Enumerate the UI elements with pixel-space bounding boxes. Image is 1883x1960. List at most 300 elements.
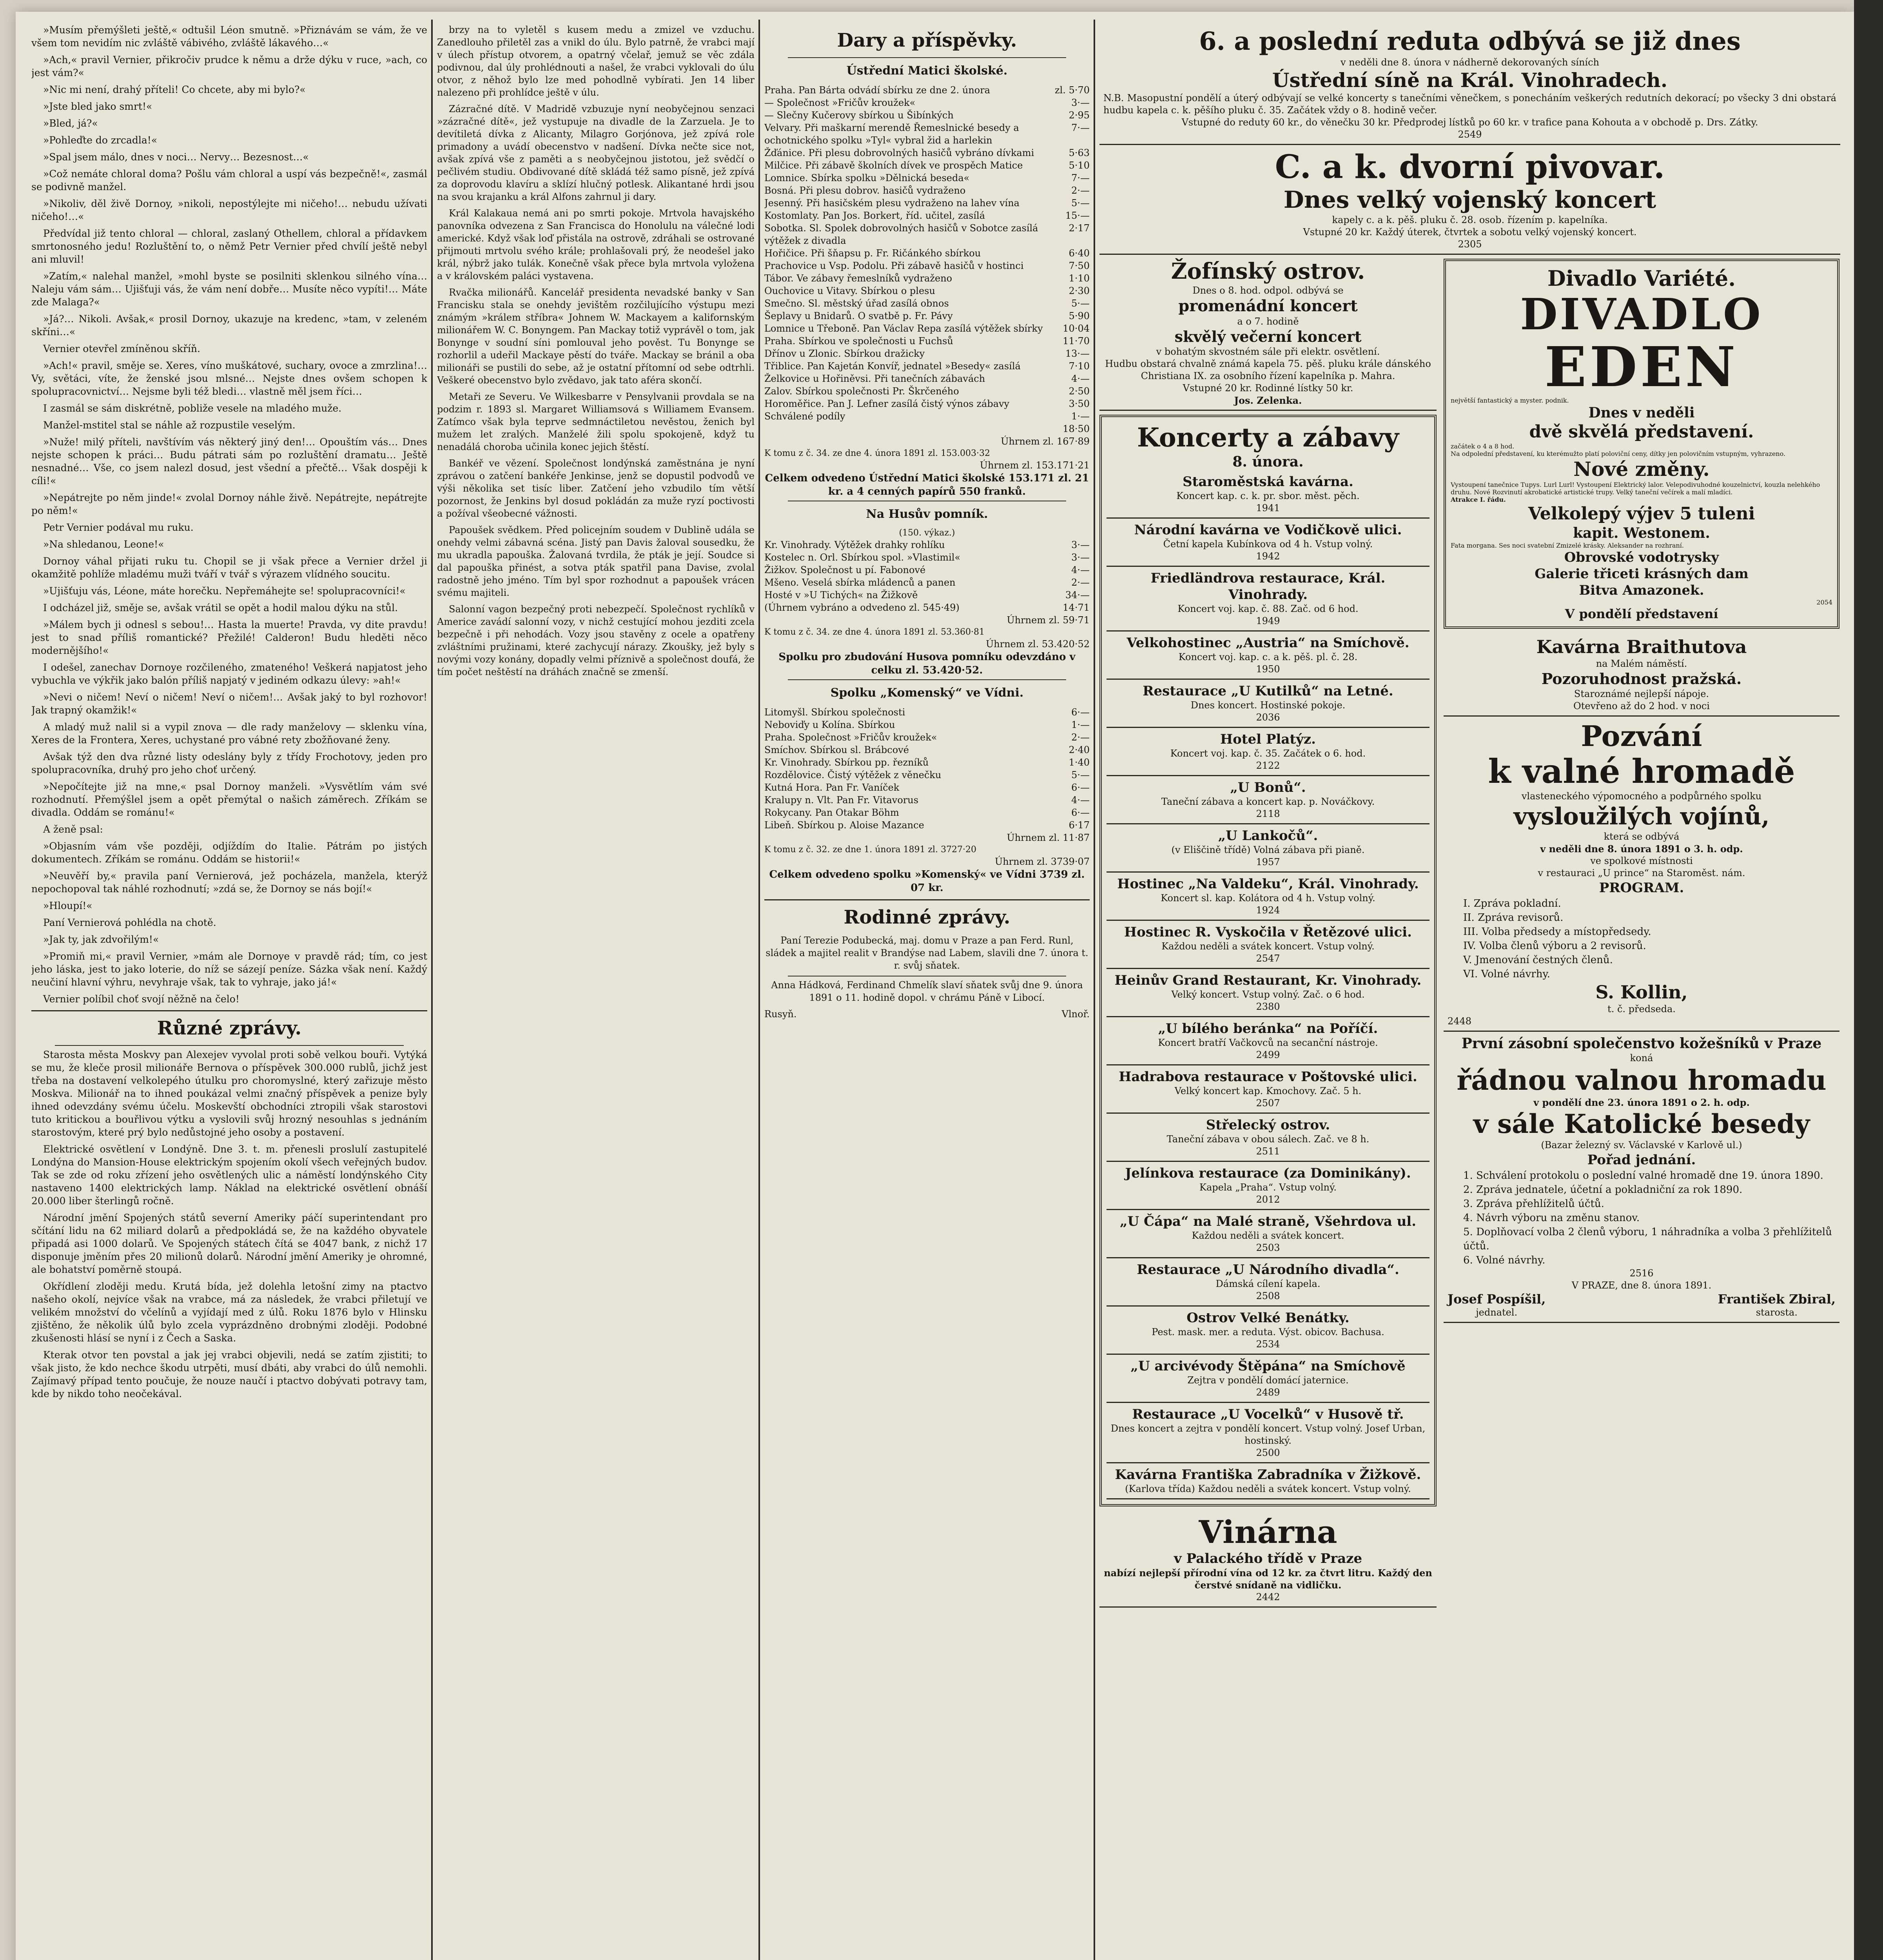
paragraph: »Nic mi není, drahý příteli! Co chcete, aby mi bylo?«: [43, 84, 306, 95]
donations-subheading: Spolku „Komenský“ ve Vídni.: [830, 686, 1024, 700]
donation-text: Lomnice. Sbírka spolku »Dělnická beseda«: [764, 172, 970, 183]
family-notice: Anna Hádková, Ferdinand Chmelík slaví sňatek svůj dne 9. února 1891 o 11. hodině dopol. v chrámu Páně v Libocí.: [771, 980, 1083, 1003]
concert-venue: Hostinec „Na Valdeku“, Král. Vinohrady.: [1117, 876, 1419, 892]
eden-logo: EDEN: [1544, 335, 1739, 399]
donation-amount: 1·40: [1068, 757, 1090, 768]
paragraph: Bankéř ve vězení. Společnost londýnská zaměstnána je nyní zprávou o zatčení bankéře Jenkinse, jenž se dopustil podvodů ve výši několika set tisíc liber. Zatčení jeho vzbudilo tím větší pozornost, že Jenkins byl dosud pokládán za muže ryzí poctivosti a požíval všeobecné vážnosti.: [437, 458, 755, 519]
list-item: 1. Schválení protokolu o poslední valné hromadě dne 19. února 1890.: [1463, 1170, 1823, 1181]
paragraph: Národní jmění Spojených států severní Ameriky páčí superintendant pro sčítání lidu na 62 miliard dolarů a předpokládá se, že na každého obyvatele připadá asi 1000 dolarů. Ve Spojených státech čítá se 4047 bank, z nichž 17 disponuje jměním přes 20 milionů dolarů. Národní jmění Ameriky je ohromné, ale bohatství poměrně stoupá.: [31, 1212, 427, 1275]
concert-venue: Hotel Platýz.: [1220, 731, 1316, 747]
donation-text: Milčice. Při zábavě školních dívek ve prospěch Matice: [764, 160, 1023, 171]
column-advertisements: [1099, 24, 1840, 1608]
donation-text: Sobotka. Sl. Spolek dobrovolných hasičů v Sobotce zasílá výtěžek z divadla: [764, 223, 1038, 246]
agenda-list: [1448, 1169, 1836, 1267]
donation-amount: 5·—: [1071, 769, 1090, 780]
donation-amount: 4·—: [1071, 795, 1090, 806]
paragraph: »Bled, já?«: [43, 118, 98, 129]
donations-subheading: Ústřední Matici školské.: [846, 64, 1008, 78]
donation-row: [764, 794, 1090, 806]
donation-row: [764, 147, 1090, 159]
donation-amount: zl. 5·70: [1054, 85, 1090, 96]
donation-sum: Úhrnem zl. 11·87: [1007, 832, 1090, 843]
concert-ad-number: 1942: [1256, 551, 1280, 562]
concert-listing: [1107, 1307, 1429, 1355]
serial-story: [31, 24, 427, 1005]
donation-amount: 6·—: [1071, 782, 1090, 793]
donation-previous: K tomu z č. 34. ze dne 4. února 1891 zl. 53.360·81: [764, 627, 985, 637]
donation-previous: K tomu z č. 34. ze dne 4. února 1891 zl. 153.003·32: [764, 448, 990, 458]
concert-listing: [1107, 470, 1429, 519]
donation-row: [764, 247, 1090, 260]
paragraph: Starosta města Moskvy pan Alexejev vyvolal proti sobě velkou bouři. Vytýká se mu, že kleče prosil milionáře Bernova o příspěvek 300.000 rublů, jichž jest třeba na dostavení velkolepého útulku pro choromyslné, který zařizuje město Moskva. Milionář na to ihned poukázal velmi značný příspěvek a penize byly ihned odevzdány svému účelu. Moskevští obchodníci ztropili však starostovi tuto kritickou a bouřlivou výtku a vyslovili svůj hrozný nesouhlas s jednáním starostovým, které prý bylo nedůstojné jeho osoby a postavení.: [31, 1049, 427, 1138]
donation-row: [764, 756, 1090, 769]
list-item: 5. Doplňovací volba 2 členů výboru, 1 náhradníka a volba 3 přehlížitelů účtů.: [1463, 1226, 1832, 1252]
concert-listing: [1107, 728, 1429, 776]
donation-amount: 5·63: [1068, 147, 1090, 158]
concert-listing: [1107, 1162, 1429, 1210]
concert-details: Koncert sl. kap. Kolátora od 4 h. Vstup volný.: [1161, 893, 1375, 904]
concert-ad-number: 1949: [1256, 615, 1280, 626]
donation-total: Úhrnem zl. 153.171·21: [980, 460, 1090, 471]
donation-row: [764, 601, 1090, 614]
donation-amount: 2·40: [1068, 744, 1090, 755]
donation-row: [764, 539, 1090, 551]
donation-text: Schválené podíly: [764, 411, 845, 422]
donation-note: Celkem odvedeno spolku »Komenský« ve Vídni 3739 zl. 07 kr.: [769, 869, 1085, 894]
donation-row: [764, 172, 1090, 184]
donation-amount: 34·—: [1065, 590, 1090, 601]
concert-details: Koncert voj. kap. c. a k. pěš. pl. č. 28.: [1178, 652, 1358, 662]
donation-row: [764, 96, 1090, 109]
paragraph: I zasmál se sám diskrétně, pobliže vesele na mladého muže.: [43, 403, 342, 414]
donation-text: Hosté v »U Tichých« na Žižkově: [764, 590, 918, 601]
column-news: [437, 24, 755, 682]
concert-listing: [1107, 680, 1429, 728]
paragraph: Elektrické osvětlení v Londýně. Dne 3. t. m. přenesli proslulí zastupitelé Londýna do Mansion-House elektrickým spojením okolí všech veřejných budov. Tak se zde od roku zřízení jeho osvětlených ulic a náměstí londýnského City nastaveno 1400 elektrických lamp. Náklad na elektrické osvětlení obnáší 20.000 liber šterlingů ročně.: [31, 1143, 427, 1207]
paragraph: Papoušek svědkem. Před policejním soudem v Dublině udála se onehdy velmi zábavná scéna. Jistý pan Davis žaloval sousedku, že mu ukradla papouška. Žalovaná tvrdila, že pták je její. Soudce si dal papouška přinést, a sotva pták spatřil pana Davise, zvolal radostně jeho jméno. Tím byl spor rozhodnut a papoušek vrácen svému majiteli.: [437, 524, 755, 598]
concert-details: Dámská cílení kapela.: [1215, 1278, 1321, 1289]
column-rule: [1094, 20, 1095, 1960]
concert-details: Každou neděli a svátek koncert. Vstup volný.: [1161, 941, 1375, 952]
donation-row: [764, 310, 1090, 322]
donation-row: [764, 285, 1090, 297]
donation-text: Praha. Společnost »Fričův kroužek«: [764, 732, 937, 743]
ad-column-left: [1099, 255, 1437, 1608]
concert-venue: Hadrabova restaurace v Poštovské ulici.: [1119, 1069, 1417, 1085]
concert-listing: [1107, 873, 1429, 921]
signatures: Josef Pospíšil, jednatel. František Zbiral, starosta.: [1448, 1292, 1836, 1318]
donation-row: [764, 197, 1090, 209]
concert-listing: [1107, 519, 1429, 567]
concert-details: Taneční zábava v obou sálech. Zač. ve 8 h.: [1166, 1134, 1370, 1145]
paragraph: »Zatím,« nalehal manžel, »mohl byste se posilniti sklenkou silného vína… Naleju vám sám… Ujišťuji vás, že vám není dobře… Musíte něco vypíti!… Máte zde Malaga?«: [31, 270, 427, 308]
paragraph: »Ach!« pravil, směje se. Xeres, víno muškátové, suchary, ovoce a zmrzlina!… Vy, světáci, víte, že ženské jsou mlsné… Nejste dnes ovšem schopen k spolupracovnictví… Nejsme byli též bledi… vlastně měl jsem říci…: [31, 360, 427, 397]
donations-report-number: (150. výkaz.): [899, 528, 955, 538]
concert-ad-number: 2012: [1256, 1194, 1280, 1205]
concert-ad-number: 1924: [1256, 905, 1280, 916]
paragraph: Metaři ze Severu. Ve Wilkesbarre v Pensylvanii provdala se na podzim r. 1893 sl. Margaret Williamsová s Williamem Evansem. Zatímco však byla teprve sedmnáctiletou nevěstou, ženich byl mužem let zralých. Manželé žili spolu spokojeně, když tu nenadálá choroba učinila konec jejich štěstí.: [437, 391, 755, 452]
donation-text: Kr. Vinohrady. Sbírkou pp. řezníků: [764, 757, 929, 768]
donation-row: [764, 209, 1090, 222]
concert-ad-number: 2118: [1256, 808, 1280, 819]
concert-venue: Střelecký ostrov.: [1206, 1117, 1330, 1133]
donation-row: [764, 706, 1090, 719]
column-donations: [764, 24, 1090, 1020]
paragraph: Kterak otvor ten povstal a jak jej vrabci objevili, nedá se zatím zjistiti; to však jisto, že kdo nechce škodu utrpěti, musí dbáti, aby vrabci do úlů nemohli. Zajímavý případ tento poučuje, že nouze naučí i ptactvo dobývati potravy tam, kde by nikdo toho neočekával.: [31, 1349, 427, 1399]
concert-details: Taneční zábava a koncert kap. p. Nováčkovy.: [1161, 796, 1375, 807]
donation-row: [764, 423, 1090, 435]
concert-ad-number: 1957: [1256, 857, 1280, 867]
ad-eden: Divadlo Variété. DIVADLO EDEN největší fantastický a myster. podnik. Dnes v neděli dvě skvělá představení. začátek o 4 a 8 hod. Na odpolední představení, ku kterémužto platí poloviční ceny, dítky jen polovičním vstupným, vyhrazeno. Nové změny. Vystoupení tanečnice Tupys. Lurl Lurl! Vystoupení Elektrický lalor. Velepodivuhodné kouzelnictví, kouzla nelehkého druhu. Nové Rozvinutí akrobatické artistické trupy. Velký taneční večírek a malí mladíci. Atrakce I. řádu. Velkolepý výjev 5 tuleni kapit. Westonem. Fata morgana. Ses noci svatební Zmizelé krásky. Aleksander na rozhraní. Obrovské vodotrysky Galerie třiceti krásných dam Bitva Amazonek. 2054 V pondělí představení: [1444, 259, 1839, 629]
donation-sum: Úhrnem zl. 167·89: [1001, 436, 1090, 447]
column-rule: [431, 20, 433, 1960]
concert-details: Koncert kap. c. k. pr. sbor. měst. pěch.: [1176, 490, 1360, 501]
donation-row: [764, 297, 1090, 310]
concert-details: Dnes koncert a zejtra v pondělí koncert. Vstup volný. Josef Urban, hostinský.: [1110, 1423, 1426, 1446]
concert-list: [1107, 470, 1429, 1499]
paragraph: Salonní vagon bezpečný proti nebezpečí. Společnost rychlíků v Americe zavádí salonní vozy, v nichž cestující mohou jezditi zcela bezpečně i při nehodách. Vozy jsou stavěny z ocele a opatřeny zvláštními pružinami, které zachycují nárazy. Zkoušky, jež byly s novými vozy konány, dopadly velmi příznivě a společnost doufá, že tím počet neštěstí na dráhách značně se zmenší.: [437, 604, 755, 677]
donation-amount: 4·—: [1071, 564, 1090, 575]
donations-heading: Dary a příspěvky.: [837, 29, 1017, 51]
concert-venue: „U Bonů“.: [1230, 780, 1306, 795]
donation-text: Zalov. Sbírkou společnosti Pr. Škrčeného: [764, 386, 959, 397]
donation-text: Praha. Sbírkou ve společnosti u Fuchsů: [764, 336, 953, 347]
concert-venue: Jelínkova restaurace (za Dominikány).: [1125, 1165, 1411, 1181]
list-item: 4. Návrh výboru na změnu stanov.: [1463, 1212, 1640, 1224]
donation-row: [764, 184, 1090, 197]
scan-edge: [1854, 0, 1883, 1960]
family-notice: Paní Terezie Podubecká, maj. domu v Praze a pan Ferd. Runl, sládek a majitel realit v Brandýse nad Labem, slavili dne 7. února t. r. svůj sňatek.: [766, 935, 1088, 971]
donation-amount: 1·10: [1068, 273, 1090, 284]
donation-text: Velvary. Při maškarní merendě Řemeslnické besedy a ochotnického spolku »Tyl« vybral žid a harlekin: [764, 122, 1019, 146]
donation-text: Hořičice. Při šňapsu p. Fr. Ričánkého sbírkou: [764, 248, 981, 259]
paragraph: »Ach,« pravil Vernier, přikročiv prudce k němu a drže dýku v ruce, »ach, co jest vám?«: [31, 54, 427, 78]
donation-row: [764, 109, 1090, 122]
paragraph: »Jste bled jako smrt!«: [43, 101, 152, 112]
donation-row: [764, 731, 1090, 744]
donation-row: [764, 159, 1090, 172]
concert-listing: [1107, 1463, 1429, 1499]
donation-amount: 7·—: [1071, 122, 1090, 133]
concert-venue: Národní kavárna ve Vodičkově ulici.: [1134, 522, 1402, 538]
paragraph: »Musím přemýšleti ještě,« odtušil Léon smutně. »Přiznávám se vám, že ve všem tom nevidím nic zvláště vábivého, zvláště lákavého…«: [31, 24, 427, 49]
paragraph: »Neuvěří by,« pravila paní Vernierová, jež pocházela, manžela, kterýž nepochopoval tak náhlé rozhodnutí; »zdá se, že Dornoy se nás bojí!«: [31, 870, 427, 895]
donation-amount: 2·—: [1071, 577, 1090, 588]
concert-listing: [1107, 776, 1429, 824]
concert-listing: [1107, 1210, 1429, 1258]
paragraph: A ženě psal:: [43, 824, 103, 835]
donation-row: [764, 222, 1090, 247]
paragraph: »Ujišťuju vás, Léone, máte horečku. Nepřemáhejte se! spolupracovníci!«: [43, 585, 406, 597]
concert-ad-number: 2511: [1256, 1146, 1280, 1157]
concert-venue: „U Lankočů“.: [1218, 828, 1318, 844]
donation-list: [764, 706, 1090, 831]
donation-text: Kostelec n. Orl. Sbírkou spol. »Vlastimil«: [764, 552, 961, 563]
concert-ad-number: 2508: [1256, 1290, 1280, 1301]
donation-amount: 3·50: [1068, 398, 1090, 409]
donation-text: Třiblice. Pan Kajetán Konvíř, jednatel »Besedy« zasílá: [764, 361, 1021, 372]
donation-row: [764, 322, 1090, 335]
news-section-continued: [437, 24, 755, 678]
concert-listing: [1107, 969, 1429, 1017]
paragraph: »Nuže! milý příteli, navštívím vás některý jiný den!… Opouštím vás… Dnes nejste schopen k práci… Budu pátrati sám po rozluštění dramatu… Ještě nesnadné… Vše, co jsem nalezl dosud, jest všední a přečtě… Však dospěji k cíli!«: [31, 436, 427, 486]
ad-vinarna: Vinárna v Palackého třídě v Praze nabízí nejlepší přírodní vína od 12 kr. za čtvrt litru. Každý den čerstvé snídaně na vidličku. 2442: [1099, 1510, 1437, 1608]
eden-logo: DIVADLO: [1520, 289, 1763, 339]
ad-braithut: Kavárna Braithutova na Malém náměstí. Pozoruhodnost pražská. Staroznámé nejlepší nápoje. Otevřeno až do 2 hod. v noci: [1444, 633, 1839, 717]
concert-details: Každou neděli a svátek koncert.: [1192, 1230, 1344, 1241]
list-item: 3. Zpráva přehlížitelů účtů.: [1463, 1198, 1604, 1210]
paragraph: Manžel-mstitel stal se náhle až rozpustile veselým.: [43, 419, 296, 431]
paragraph: Paní Vernierová pohlédla na chotě.: [43, 917, 216, 928]
concert-venue: „U Čápa“ na Malé straně, Všehrdova ul.: [1119, 1214, 1417, 1229]
donation-text: Jesenný. Při hasičském plesu vydraženo na lahev vína: [764, 198, 1020, 209]
concert-details: Zejtra v pondělí domácí jaternice.: [1187, 1375, 1349, 1386]
concert-listing: [1107, 632, 1429, 680]
donation-row: [764, 260, 1090, 272]
donation-amount: 2·95: [1068, 110, 1090, 121]
donation-text: Želkovice u Hořiněvsi. Při tanečních zábavách: [764, 373, 985, 384]
donation-amount: 10·04: [1063, 323, 1090, 334]
donation-text: Dřínov u Zlonic. Sbírkou dražicky: [764, 348, 925, 359]
donation-sum: Úhrnem zl. 59·71: [1007, 615, 1090, 626]
paragraph: »Na shledanou, Leone!«: [43, 539, 164, 550]
concert-details: Kapela „Praha“. Vstup volný.: [1199, 1182, 1337, 1193]
donation-text: Kralupy n. Vlt. Pan Fr. Vitavorus: [764, 795, 919, 806]
paragraph: Okřídlení zloději medu. Krutá bída, jež dolehla letošní zimy na ptactvo našeho okolí, nejvíce však na vrabce, má za následek, že vrabci přiletují ve velikém množství do včelínů a vyjídají med z úlů. Roku 1876 bylo v Hlinsku zjištěno, že několik úlů bylo zcela vyprázdněno drobnými zloději. Podobné zkušenosti hlásí se nyní i z Čech a Saska.: [31, 1281, 427, 1344]
donation-text: Ouchovice u Vitavy. Sbírkou o plesu: [764, 285, 935, 296]
donation-text: Smíchov. Sbírkou sl. Brábcové: [764, 744, 909, 755]
ad-brewery: C. a k. dvorní pivovar. Dnes velký vojenský koncert kapely c. a k. pěš. pluku č. 28. osob. řízením p. kapelníka. Vstupné 20 kr. Každý úterek, čtvrtek a sobotu velký vojenský koncert. 2305: [1099, 145, 1840, 255]
donation-text: Žďánice. Při plesu dobrovolných hasičů vybráno dívkami: [764, 147, 1034, 158]
concerts-box: Koncerty a zábavy 8. února. Staroměstská kavárna. Koncert kap. c. k. pr. sbor. měst. pěch. 1941 Národní kavárna ve Vodičkově ulici. Četní kapela Kubínkova od 4 h. Vstup volný. 1942 Friedländrova restaurace, Král. Vinohrady. Koncert voj. kap. č. 88. Zač. od 6 hod. 1949 Velkohostinec „Austria“ na Smíchově. Koncert voj. kap. c. a k. pěš. pl. č. 28. 1950 Restaurace „U Kutilků“ na Letné. Dnes koncert. Hostinské pokoje. 2036 Hotel Platýz. Koncert voj. kap. č. 35. Začátek o 6. hod. 2122 „U Bonů“. Taneční zábava a koncert kap. p. Nováčkovy. 2118 „U Lankočů“. (v Eliščině třídě) Volná zábava při pianě. 1957 Hostinec „Na Valdeku“, Král. Vinohrady. Koncert sl. kap. Kolátora od 4 h. Vstup volný. 1924 Hostinec R. Vyskočila v Řetězové ulici. Každou neděli a svátek koncert. Vstup volný. 2547 Heinův Grand Restaurant, Kr. Vinohrady. Velký koncert. Vstup volný. Zač. o 6 hod. 2380 „U bílého beránka“ na Poříčí. Koncert bratří Vačkovců na secanční nástroje. 2499 Hadrabova restaurace v Poštovské ulici. Velký koncert kap. Kmochovy. Zač. 5 h. 2507 Střelecký ostrov. Taneční zábava v obou sálech. Zač. ve 8 h. 2511 Jelínkova restaurace (za Dominikány). Kapela „Praha“. Vstup volný. 2012 „U Čápa“ na Malé straně, Všehrdova ul. Každou neděli a svátek koncert. 2503 Restaurace „U Národního divadla“. Dámská cílení kapela. 2508 Ostrov Velké Benátky. Pest. mask. mer. a reduta. Výst. obicov. Bachusa. 2534 „U arcivévody Štěpána“ na Smíchově Zejtra v pondělí domácí jaternice. 2489 Restaurace „U Vocelků“ v Husově tř. Dnes koncert a zejtra v pondělí koncert. Vstup volný. Josef Urban, hostinský. 2500 Kavárna Františka Zabradníka v Žižkově. (Karlova třída) Každou neděli a svátek koncert. Vstup volný.: [1099, 415, 1437, 1506]
paragraph: »Nepočítejte již na mne,« psal Dornoy manželi. »Vysvětlím vám své rozhodnutí. Přemýšlel jsem a opět přemýtal o našich záměrech. Zříkám se divadla. Oddám se románu!«: [31, 781, 427, 818]
paragraph: »Já?… Nikoli. Avšak,« prosil Dornoy, ukazuje na kredenc, »tam, v zeleném skříni…«: [31, 313, 427, 338]
paragraph: »Spal jsem málo, dnes v noci… Nervy… Bezesnost…«: [43, 151, 309, 163]
donation-row: [764, 335, 1090, 347]
concert-details: Velký koncert kap. Kmochovy. Zač. 5 h.: [1174, 1085, 1362, 1096]
concert-listing: [1107, 1258, 1429, 1307]
concert-ad-number: 1950: [1256, 664, 1280, 675]
donation-text: (Úhrnem vybráno a odvedeno zl. 545·49): [764, 602, 960, 613]
donation-amount: 5·—: [1071, 198, 1090, 209]
concert-venue: Hostinec R. Vyskočila v Řetězové ulici.: [1124, 924, 1412, 940]
donation-amount: 3·—: [1071, 552, 1090, 563]
ad-reduta: 6. a poslední reduta odbývá se již dnes v neděli dne 8. února v nádherně dekorovaných síních Ústřední síně na Král. Vinohradech. N.B. Masopustní pondělí a úterý odbývají se velké koncerty s tanečními věnečkem, s ponecháním veškerých redutních dekorací; po všecky 3 dni obstará hudbu kapela c. k. pěšího pluku č. 35. Začátek vždy o 8. hodině večer. Vstupné do reduty 60 kr., do věnečku 30 kr. Předprodej lístků po 60 kr. v trafice pana Kohouta a v obchodě p. Drs. Zátky. 2549: [1099, 24, 1840, 145]
concert-details: Koncert voj. kap. č. 88. Zač. od 6 hod.: [1177, 603, 1359, 614]
paragraph: Dornoy váhal přijati ruku tu. Chopil se ji však přece a Vernier držel ji okamžitě pohlíže mladému muži tváří v tvář s výrazem vlídného soucitu.: [31, 555, 427, 580]
concert-venue: „U arcivévody Štěpána“ na Smíchově: [1130, 1358, 1406, 1374]
list-item: II. Zpráva revisorů.: [1463, 912, 1564, 924]
concert-venue: Ostrov Velké Benátky.: [1186, 1310, 1350, 1326]
concert-ad-number: 2534: [1256, 1339, 1280, 1350]
concert-ad-number: 2380: [1256, 1001, 1280, 1012]
column-rule: [758, 20, 760, 1960]
concert-details: (Karlova třída) Každou neděli a svátek koncert. Vstup volný.: [1125, 1483, 1411, 1494]
donation-amount: 2·30: [1068, 285, 1090, 296]
paragraph: Petr Vernier podával mu ruku.: [43, 522, 194, 533]
concert-listing: [1107, 1355, 1429, 1403]
concert-listing: [1107, 567, 1429, 632]
donation-amount: 14·71: [1063, 602, 1090, 613]
donation-text: Žižkov. Společnost u pí. Fabonové: [764, 564, 926, 575]
list-item: 2. Zpráva jednatele, účetní a pokladniční za rok 1890.: [1463, 1184, 1743, 1196]
donation-amount: 3·—: [1071, 539, 1090, 550]
donation-amount: 1·—: [1071, 411, 1090, 422]
news-heading: Různé zprávy.: [157, 1017, 302, 1039]
paragraph: »Hloupí!«: [43, 900, 93, 911]
concert-details: Dnes koncert. Hostinské pokoje.: [1190, 700, 1346, 711]
news-section: [31, 1048, 427, 1400]
donation-row: [764, 819, 1090, 831]
donation-amount: 5·10: [1068, 160, 1090, 171]
list-item: I. Zpráva pokladní.: [1463, 898, 1561, 909]
donation-amount: 5·90: [1068, 310, 1090, 321]
concert-venue: Friedländrova restaurace, Král. Vinohrady.: [1150, 570, 1386, 603]
paragraph: Král Kalakaua nemá ani po smrti pokoje. Mrtvola havajského panovníka odvezena z San Francisca do Honolulu na válečné lodi americké. Když však loď přistála na ostrově, zdráhali se ostrované přijmouti mrtvolu svého krále; prohlašovali prý, že neodešel jako král, nýbrž jako tulák. Konečně však přece byla mrtvola vyložena a v královském paláci vystavena.: [437, 208, 755, 281]
donation-amount: 13·—: [1065, 348, 1090, 359]
donation-amount: 2·17: [1068, 223, 1090, 234]
paragraph: »Nepátrejte po něm jinde!« zvolal Dornoy náhle živě. Nepátrejte, nepátrejte po něm!«: [31, 492, 427, 516]
concert-ad-number: 2507: [1256, 1098, 1280, 1109]
concert-ad-number: 2489: [1256, 1387, 1280, 1398]
paragraph: Vernier políbil choť svojí něžně na čelo!: [43, 993, 239, 1005]
concert-venue: Restaurace „U Vocelků“ v Husově tř.: [1132, 1406, 1404, 1422]
paragraph: I odešel, zanechav Dornoye rozčileného, zmateného! Veškerá napjatost jeho vybuchla ve výkřik jako balón příliš napjatý v jediném odkazu úlevy: »ah!«: [31, 662, 427, 686]
donation-row: [764, 372, 1090, 385]
paragraph: Rvačka milionářů. Kancelář presidenta nevadské banky v San Francisku stala se onehdy jevištěm rozčilujícího výstupu mezi známým »králem stříbra« Johnem W. Mackayem a kalifornským milionářem W. C. Bonyngem. Pan Mackay totiž vyprávěl o tom, jak Bonynge v soudní síni pomlouval jeho pověst. Tu Bonynge se rozhorlil a udeřil Mackaye pěstí do tváře. Mackay se bránil a oba milionáři se pustili do sebe, až je ostatní přítomní od sebe odtrhli. Veškeré obecenstvo bylo zvědavo, jak tato aféra skončí.: [437, 287, 755, 386]
donation-amount: 5·—: [1071, 298, 1090, 309]
paragraph: »Objasním vám vše později, odjíždím do Italie. Pátrám po jistých dokumentech. Zříkám se románu. Oddám se historii!«: [31, 840, 427, 865]
concert-details: (v Eliščině třídě) Volná zábava při pianě.: [1171, 844, 1365, 855]
donation-row: [764, 360, 1090, 372]
donation-note: Celkem odvedeno Ústřední Matici školské 153.171 zl. 21 kr. a 4 cenných papírů 550 franků.: [765, 472, 1089, 497]
ad-headline: 6. a poslední reduta odbývá se již dnes: [1199, 27, 1741, 56]
donation-text: Lomnice u Třeboně. Pan Václav Repa zasílá výtěžek sbírky: [764, 323, 1043, 334]
donation-amount: 3·—: [1071, 97, 1090, 108]
list-item: III. Volba předsedy a místopředsedy.: [1463, 926, 1651, 938]
concert-venue: Kavárna Františka Zabradníka v Žižkově.: [1115, 1467, 1421, 1483]
donation-amount: 7·50: [1068, 260, 1090, 271]
family-signatures: Rusyň. Vlnoř.: [764, 1009, 1090, 1020]
paragraph: »Málem bych ji odnesl s sebou!… Hasta la muerte! Pravda, vy dite pravdu! jest to snad příliš romantické? Přežilé! Calderon! Budu hleděti něco modernějšího!«: [31, 619, 427, 656]
concert-ad-number: 2499: [1256, 1049, 1280, 1060]
donation-row: [764, 589, 1090, 601]
paragraph: Zázračné dítě. V Madridě vzbuzuje nyní neobyčejnou senzaci »zázračné dítě«, jež vystupuje na divadle de la Zarzuela. Je to devítiletá dívka z Alicanty, Milagro Gorjónova, jež zpívá role primadony a uvádí obecenstvo v nadšení. Dívka nečte sice not, avšak zpívá vše z paměti a s neobyčejnou jistotou, jež svědčí o pečlivém studiu. Obdivované dítě skládá též samo písně, jež zpívá za doprovodu klavíru a sklízí hlučný potlesk. Alikantané hrdi jsou na svou krajanku a král Alfons zahrnul ji dary.: [437, 103, 755, 202]
paragraph: »Nikoliv, děl živě Dornoy, »nikoli, nepostýlejte mi ničeho!… nebudu užívati ničeho!…«: [31, 198, 427, 222]
donation-amount: 6·—: [1071, 807, 1090, 818]
donation-amount: 18·50: [1063, 423, 1090, 434]
paragraph: »Nevi o ničem! Neví o ničem! Neví o ničem!… Avšak jaký to byl rozhovor! Jak trapný okamžik!«: [31, 691, 427, 716]
donation-row: [764, 564, 1090, 576]
donation-total: Úhrnem zl. 53.420·52: [986, 639, 1090, 650]
paragraph: »Promiň mi,« pravil Vernier, »mám ale Dornoye v pravdě rád; tím, co jest jeho láska, jest to jako loterie, do níž se sázejí peníze. Sázka však není. Každý neučiní hlavní výhru, nevyhraje však, tak to vyhraje, jako já!«: [31, 951, 427, 988]
donation-row: [764, 576, 1090, 589]
ad-furriers-meeting: První zásobní společenstvo kožešníků v Praze koná řádnou valnou hromadu v pondělí dne 23. února 1891 o 2. h. odp. v sále Katolické besedy (Bazar železný sv. Václavské v Karlově ul.) Pořad jednání. 1. Schválení protokolu o poslední valné hromadě dne 19. února 1890. 2. Zpráva jednatele, účetní a pokladniční za rok 1890. 3. Zpráva přehlížitelů účtů. 4. Návrh výboru na změnu stanov. 5. Doplňovací volba 2 členů výboru, 1 náhradníka a volba 3 přehlížitelů účtů. 6. Volné návrhy. 2516 V PRAZE, dne 8. února 1891. Josef Pospíšil, jednatel. František Zbiral, starosta.: [1444, 1032, 1839, 1323]
concert-venue: Staroměstská kavárna.: [1183, 474, 1353, 490]
paragraph: »Pohleďte do zrcadla!«: [43, 134, 158, 146]
donation-row: [764, 84, 1090, 96]
donation-row: [764, 806, 1090, 819]
concert-details: Koncert bratří Vačkovců na secanční nástroje.: [1158, 1037, 1378, 1048]
concert-details: Velký koncert. Vstup volný. Zač. o 6 hod.: [1171, 989, 1365, 1000]
concert-venue: Restaurace „U Národního divadla“.: [1137, 1262, 1399, 1278]
donation-text: Mšeno. Veselá sbírka mládenců a panen: [764, 577, 956, 588]
donation-text: Bosná. Při plesu dobrov. hasičů vydraženo: [764, 185, 966, 196]
donation-note: Spolku pro zbudování Husova pomníku odevzdáno v celku zl. 53.420·52.: [778, 651, 1076, 676]
donation-text: Rozdělovice. Čistý výtěžek z věnečku: [764, 769, 942, 780]
donation-amount: 6·—: [1071, 707, 1090, 718]
concert-ad-number: 2547: [1256, 953, 1280, 964]
donation-text: Smečno. Sl. městský úřad zasílá obnos: [764, 298, 949, 309]
donation-amount: 7·—: [1071, 172, 1090, 183]
concert-listing: [1107, 921, 1429, 969]
donation-text: Šeplavy u Bnidarů. O svatbě p. Fr. Pávy: [764, 310, 953, 321]
donation-amount: 6·17: [1068, 820, 1090, 831]
donation-text: Rokycany. Pan Otakar Böhm: [764, 807, 899, 818]
donation-row: [764, 272, 1090, 285]
paragraph: A mladý muž nalil si a vypil znova — dle rady manželovy — sklenku vína, Xeres de la Frontera, Xeres, uchystané pro vábné rety zbožňované ženy.: [31, 721, 427, 746]
donation-row: [764, 397, 1090, 410]
concert-details: Koncert voj. kap. č. 35. Začátek o 6. hod.: [1170, 748, 1366, 759]
paragraph: »Jak ty, jak zdvořilým!«: [43, 934, 159, 945]
donation-row: [764, 781, 1090, 794]
list-item: IV. Volba členů výboru a 2 revisorů.: [1463, 940, 1646, 952]
donation-row: [764, 744, 1090, 756]
donation-text: — Slečny Kučerovy sbírkou u Šibínkých: [764, 110, 954, 121]
concert-venue: Restaurace „U Kutilků“ na Letné.: [1143, 683, 1393, 699]
column-serial-novel: [31, 24, 427, 1404]
donation-amount: 4·—: [1071, 373, 1090, 384]
newspaper-page: [16, 12, 1854, 1960]
concert-venue: Heinův Grand Restaurant, Kr. Vinohrady.: [1114, 973, 1422, 988]
donation-previous: K tomu z č. 32. ze dne 1. února 1891 zl. 3727·20: [764, 845, 977, 855]
concert-ad-number: 2500: [1256, 1447, 1280, 1458]
donation-row: [764, 719, 1090, 731]
donation-list: [764, 539, 1090, 614]
donation-row: [764, 122, 1090, 147]
donation-total: Úhrnem zl. 3739·07: [994, 856, 1090, 867]
paragraph: brzy na to vyletěl s kusem medu a zmizel ve vzduchu. Zanedlouho přiletěl zas a vnikl do úlu. Bylo patrně, že vrabci mají v úlech přístup otvorem, a opatrný včelař, jemuž se věc zdála podivnou, dal úly prohlédnouti a našel, že vrabci vyklovali do úlu otvor, z něhož bylo lze med pohodlně vybírati. Jen 14 liber nalezeno při prohlídce ještě v úlu.: [437, 24, 755, 98]
donation-row: [764, 769, 1090, 781]
concert-ad-number: 1941: [1256, 503, 1280, 514]
concert-venue: Velkohostinec „Austria“ na Smíchově.: [1127, 635, 1410, 651]
donation-amount: 11·70: [1063, 336, 1090, 347]
ad-columns: [1099, 255, 1840, 1608]
donation-row: [764, 347, 1090, 360]
concert-listing: [1107, 1065, 1429, 1114]
donation-text: Neboviďy u Kolína. Sbírkou: [764, 719, 895, 730]
donation-text: Litomyšl. Sbírkou společnosti: [764, 707, 905, 718]
donation-amount: 2·—: [1071, 732, 1090, 743]
list-item: VI. Volné návrhy.: [1463, 968, 1550, 980]
family-news-heading: Rodinné zprávy.: [844, 906, 1010, 928]
donation-text: Kr. Vinohrady. Výtěžek drahky rohlíku: [764, 539, 945, 550]
donation-text: Kutná Hora. Pan Fr. Vaníček: [764, 782, 900, 793]
concert-venue: „U bílého beránka“ na Poříčí.: [1158, 1021, 1378, 1036]
list-item: V. Jmenování čestných členů.: [1463, 954, 1613, 966]
concert-listing: [1107, 824, 1429, 873]
donations-subheading: Na Husův pomník.: [866, 507, 988, 521]
ad-invitation-veterans: Pozvání k valné hromadě vlasteneckého výpomocného a podpůrného spolku vysloužilých vojínů, která se odbývá v neděli dne 8. února 1891 o 3. h. odp. ve spolkové místnosti v restauraci „U prince“ na Staroměst. nám. PROGRAM. I. Zpráva pokladní. II. Zpráva revisorů. III. Volba předsedy a místopředsedy. IV. Volba členů výboru a 2 revisorů. V. Jmenování čestných členů. VI. Volné návrhy. S. Kollin, t. č. předseda. 2448: [1444, 717, 1839, 1032]
donation-text: Libeň. Sbírkou p. Aloise Mazance: [764, 820, 924, 831]
concert-details: Pest. mask. mer. a reduta. Výst. obicov. Bachusa.: [1152, 1327, 1384, 1338]
list-item: 6. Volné návrhy.: [1463, 1254, 1546, 1266]
donation-amount: 6·40: [1068, 248, 1090, 259]
donation-text: — Společnost »Fričův kroužek«: [764, 97, 916, 108]
donation-row: [764, 410, 1090, 423]
donation-amount: 2·—: [1071, 185, 1090, 196]
paragraph: I odcházel již, směje se, avšak vrátil se opět a hodil malou dýku na stůl.: [43, 602, 398, 613]
